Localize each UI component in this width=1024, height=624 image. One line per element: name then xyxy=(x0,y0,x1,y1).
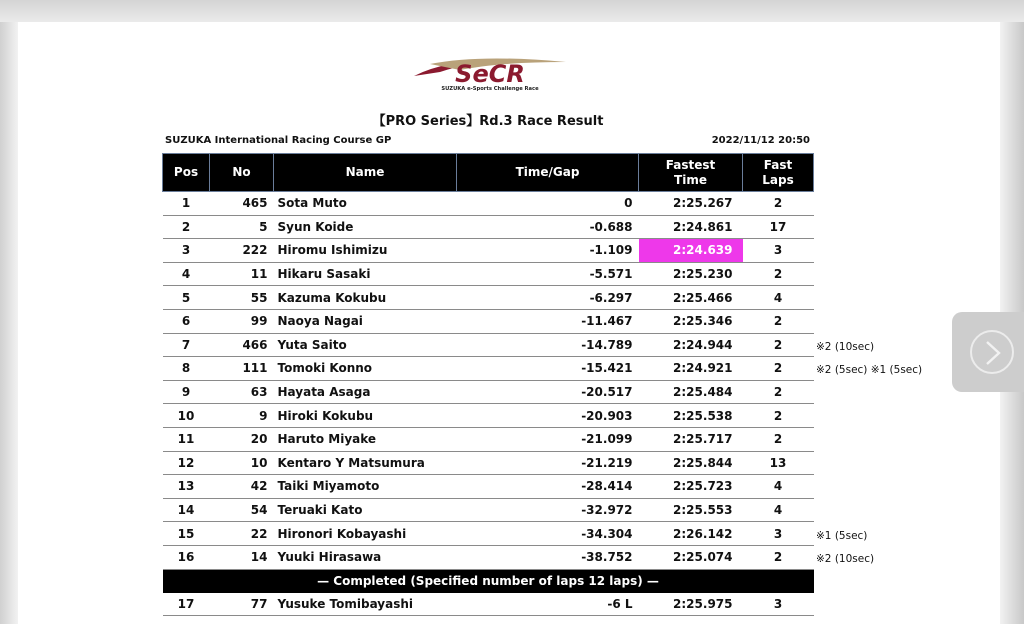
cell-pos: 17 xyxy=(163,592,210,616)
secr-logo xyxy=(410,56,570,92)
completed-divider-row xyxy=(163,569,814,592)
cell-name: Haruto Miyake xyxy=(274,427,457,451)
penalty-note-row7: ※2 (10sec) xyxy=(816,341,875,353)
cell-name: Teruaki Kato xyxy=(274,498,457,522)
cell-laps: 4 xyxy=(743,475,814,499)
cell-no: 10 xyxy=(210,451,274,475)
table-row xyxy=(163,215,814,239)
table-row xyxy=(163,498,814,522)
cell-fastest: 2:25.844 xyxy=(639,451,743,475)
table-row xyxy=(163,545,814,569)
header-laps-line2: Laps xyxy=(762,172,794,187)
cell-no: 99 xyxy=(210,309,274,333)
cell-laps: 2 xyxy=(743,309,814,333)
next-page-button[interactable] xyxy=(952,312,1024,392)
cell-laps: 2 xyxy=(743,427,814,451)
cell-fastest: 2:25.538 xyxy=(639,404,743,428)
cell-gap: -6 L xyxy=(457,592,639,616)
cell-pos: 9 xyxy=(163,380,210,404)
cell-pos: 13 xyxy=(163,475,210,499)
cell-laps: 2 xyxy=(743,545,814,569)
cell-no: 466 xyxy=(210,333,274,357)
venue-label: SUZUKA International Racing Course GP xyxy=(165,135,392,146)
cell-gap: -20.517 xyxy=(457,380,639,404)
cell-no: 55 xyxy=(210,286,274,310)
cell-name: Hayata Asaga xyxy=(274,380,457,404)
cell-pos: 4 xyxy=(163,262,210,286)
completed-divider-text: — Completed (Specified number of laps 12 laps) — xyxy=(163,569,814,592)
table-row xyxy=(163,592,814,616)
cell-no: 14 xyxy=(210,545,274,569)
table-row xyxy=(163,333,814,357)
header-fastest-line2: Time xyxy=(674,172,707,187)
cell-name: Hikaru Sasaki xyxy=(274,262,457,286)
cell-gap: -14.789 xyxy=(457,333,639,357)
header-fastest-line1: Fastest xyxy=(665,157,716,172)
table-row xyxy=(163,427,814,451)
table-row xyxy=(163,451,814,475)
table-row xyxy=(163,475,814,499)
table-row xyxy=(163,239,814,263)
cell-laps: 3 xyxy=(743,522,814,546)
cell-fastest: 2:25.553 xyxy=(639,498,743,522)
header-pos: Pos xyxy=(163,154,210,192)
cell-pos: 10 xyxy=(163,404,210,428)
cell-fastest: 2:24.921 xyxy=(639,357,743,381)
cell-fastest: 2:25.267 xyxy=(639,192,743,216)
table-row xyxy=(163,522,814,546)
cell-gap: -38.752 xyxy=(457,545,639,569)
cell-no: 222 xyxy=(210,239,274,263)
header-laps-line1: Fast xyxy=(763,157,793,172)
cell-name: Yusuke Tomibayashi xyxy=(274,592,457,616)
cell-pos: 8 xyxy=(163,357,210,381)
cell-fastest-overall-best: 2:24.639 xyxy=(639,239,743,263)
cell-laps: 3 xyxy=(743,239,814,263)
header-laps xyxy=(743,154,814,192)
cell-fastest: 2:25.230 xyxy=(639,262,743,286)
cell-gap: -20.903 xyxy=(457,404,639,428)
cell-no: 11 xyxy=(210,262,274,286)
cell-name: Kazuma Kokubu xyxy=(274,286,457,310)
cell-pos: 1 xyxy=(163,192,210,216)
cell-pos: 6 xyxy=(163,309,210,333)
logo-text: SeCR xyxy=(455,60,525,88)
cell-laps: 13 xyxy=(743,451,814,475)
cell-fastest: 2:26.142 xyxy=(639,522,743,546)
cell-gap: -5.571 xyxy=(457,262,639,286)
table-row xyxy=(163,357,814,381)
report-title: 【PRO Series】Rd.3 Race Result xyxy=(372,114,604,129)
cell-no: 9 xyxy=(210,404,274,428)
cell-laps: 3 xyxy=(743,592,814,616)
cell-laps: 2 xyxy=(743,262,814,286)
cell-laps: 2 xyxy=(743,357,814,381)
cell-gap: -34.304 xyxy=(457,522,639,546)
cell-pos: 16 xyxy=(163,545,210,569)
cell-fastest: 2:25.717 xyxy=(639,427,743,451)
cell-pos: 7 xyxy=(163,333,210,357)
cell-laps: 2 xyxy=(743,380,814,404)
cell-gap: -28.414 xyxy=(457,475,639,499)
table-row xyxy=(163,309,814,333)
cell-pos: 11 xyxy=(163,427,210,451)
header-fastest xyxy=(639,154,743,192)
header-no: No xyxy=(210,154,274,192)
cell-laps: 17 xyxy=(743,215,814,239)
header-gap: Time/Gap xyxy=(457,154,639,192)
cell-name: Taiki Miyamoto xyxy=(274,475,457,499)
cell-name: Yuta Saito xyxy=(274,333,457,357)
cell-no: 111 xyxy=(210,357,274,381)
chevron-right-icon xyxy=(983,340,1003,366)
cell-no: 77 xyxy=(210,592,274,616)
cell-fastest: 2:25.466 xyxy=(639,286,743,310)
cell-gap: -6.297 xyxy=(457,286,639,310)
cell-gap: 0 xyxy=(457,192,639,216)
cell-pos: 5 xyxy=(163,286,210,310)
cell-name: Sota Muto xyxy=(274,192,457,216)
cell-name: Naoya Nagai xyxy=(274,309,457,333)
cell-gap: -11.467 xyxy=(457,309,639,333)
cell-name: Syun Koide xyxy=(274,215,457,239)
results-table xyxy=(162,153,814,616)
cell-name: Tomoki Konno xyxy=(274,357,457,381)
cell-no: 5 xyxy=(210,215,274,239)
cell-laps: 2 xyxy=(743,404,814,428)
cell-no: 54 xyxy=(210,498,274,522)
cell-name: Kentaro Y Matsumura xyxy=(274,451,457,475)
cell-fastest: 2:25.723 xyxy=(639,475,743,499)
table-row xyxy=(163,380,814,404)
cell-gap: -1.109 xyxy=(457,239,639,263)
cell-no: 22 xyxy=(210,522,274,546)
cell-laps: 2 xyxy=(743,333,814,357)
cell-laps: 2 xyxy=(743,192,814,216)
header-name: Name xyxy=(274,154,457,192)
cell-name: Hiromu Ishimizu xyxy=(274,239,457,263)
cell-name: Yuuki Hirasawa xyxy=(274,545,457,569)
cell-fastest: 2:24.944 xyxy=(639,333,743,357)
cell-fastest: 2:25.346 xyxy=(639,309,743,333)
cell-gap: -21.099 xyxy=(457,427,639,451)
cell-pos: 12 xyxy=(163,451,210,475)
cell-no: 20 xyxy=(210,427,274,451)
cell-fastest: 2:25.074 xyxy=(639,545,743,569)
cell-gap: -21.219 xyxy=(457,451,639,475)
cell-pos: 3 xyxy=(163,239,210,263)
cell-fastest: 2:25.975 xyxy=(639,592,743,616)
cell-gap: -0.688 xyxy=(457,215,639,239)
cell-no: 465 xyxy=(210,192,274,216)
cell-fastest: 2:24.861 xyxy=(639,215,743,239)
logo-subtitle: SUZUKA e-Sports Challenge Race xyxy=(441,86,539,92)
cell-laps: 4 xyxy=(743,286,814,310)
penalty-note-row8: ※2 (5sec) ※1 (5sec) xyxy=(816,364,923,376)
cell-no: 63 xyxy=(210,380,274,404)
table-row xyxy=(163,192,814,216)
cell-pos: 2 xyxy=(163,215,210,239)
table-row xyxy=(163,404,814,428)
viewer-top-band xyxy=(0,0,1024,22)
cell-name: Hironori Kobayashi xyxy=(274,522,457,546)
cell-laps: 4 xyxy=(743,498,814,522)
table-row xyxy=(163,286,814,310)
cell-gap: -32.972 xyxy=(457,498,639,522)
penalty-note-row16: ※2 (10sec) xyxy=(816,553,875,565)
cell-pos: 15 xyxy=(163,522,210,546)
cell-gap: -15.421 xyxy=(457,357,639,381)
table-row xyxy=(163,262,814,286)
race-datetime: 2022/11/12 20:50 xyxy=(711,135,810,146)
cell-fastest: 2:25.484 xyxy=(639,380,743,404)
cell-no: 42 xyxy=(210,475,274,499)
cell-name: Hiroki Kokubu xyxy=(274,404,457,428)
cell-pos: 14 xyxy=(163,498,210,522)
header-row xyxy=(163,154,814,192)
penalty-note-row15: ※1 (5sec) xyxy=(816,530,868,542)
